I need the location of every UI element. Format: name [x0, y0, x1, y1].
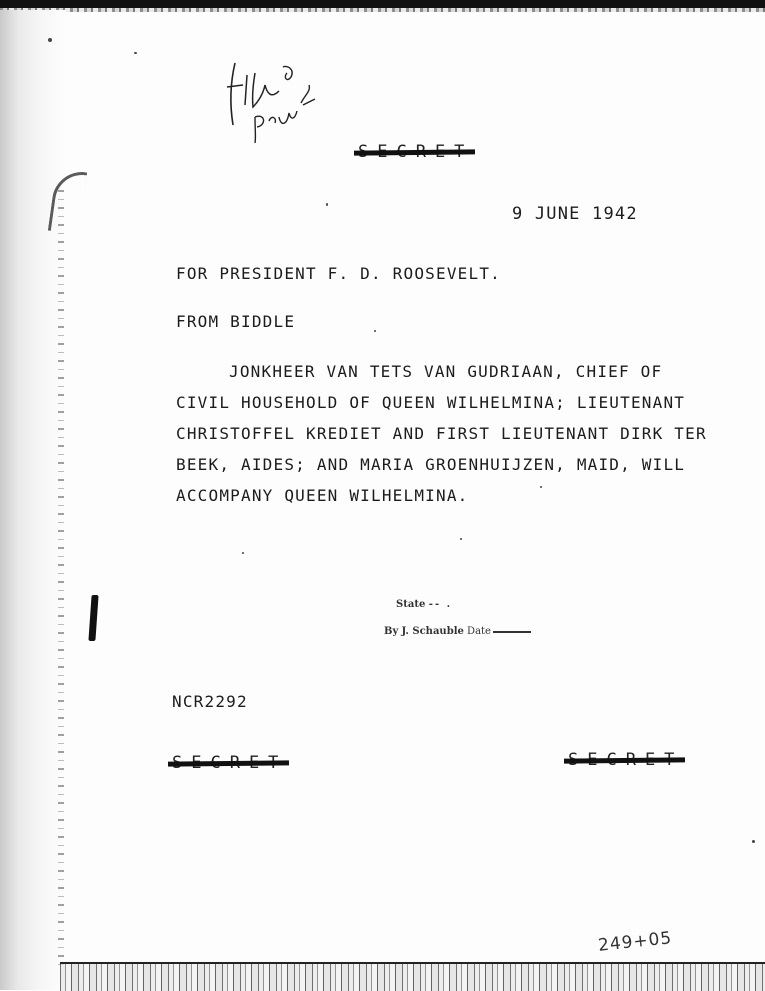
declassification-stamp-line1: State -- . [396, 599, 453, 610]
scan-speck [134, 52, 137, 54]
classification-bottom-left [172, 753, 287, 773]
body-line: BEEK, AIDES; AND MARIA GROENHUIJZEN, MAID, WILL [176, 455, 686, 474]
classification-bottom-right [568, 750, 683, 770]
date: 9 JUNE 1942 [512, 204, 638, 224]
body-line: JONKHEER VAN TETS VAN GUDRIAAN, CHIEF OF [229, 362, 663, 381]
handwritten-note-file [225, 55, 325, 145]
addressee: FOR PRESIDENT F. D. ROOSEVELT. [176, 264, 501, 283]
classification-top [358, 142, 473, 162]
scan-top-border [0, 0, 765, 8]
scan-speck [326, 203, 328, 206]
scan-left-noise [58, 190, 64, 970]
scan-speck [242, 552, 244, 554]
declassification-stamp-line2: By J. Schauble Date [384, 626, 531, 637]
scan-top-noise [0, 8, 765, 12]
scan-bottom-noise [60, 962, 765, 991]
body-line: CIVIL HOUSEHOLD OF QUEEN WILHELMINA; LIEUTENANT [176, 393, 686, 412]
message-body [176, 356, 707, 511]
scan-left-border [0, 10, 66, 990]
body-line: ACCOMPANY QUEEN WILHELMINA. [176, 486, 469, 505]
body-line: CHRISTOFFEL KREDIET AND FIRST LIEUTENANT DIRK TER [176, 424, 707, 443]
scan-speck [48, 38, 52, 42]
sender: FROM BIDDLE [176, 312, 296, 331]
scan-speck [540, 486, 542, 488]
scan-speck [752, 840, 755, 843]
ink-mark [88, 595, 98, 641]
scan-bottom-border [60, 962, 765, 964]
reference-number: NCR2292 [172, 692, 248, 711]
scan-speck [374, 330, 376, 332]
handwritten-number: 249+05 [597, 928, 674, 956]
scan-speck [460, 538, 462, 540]
